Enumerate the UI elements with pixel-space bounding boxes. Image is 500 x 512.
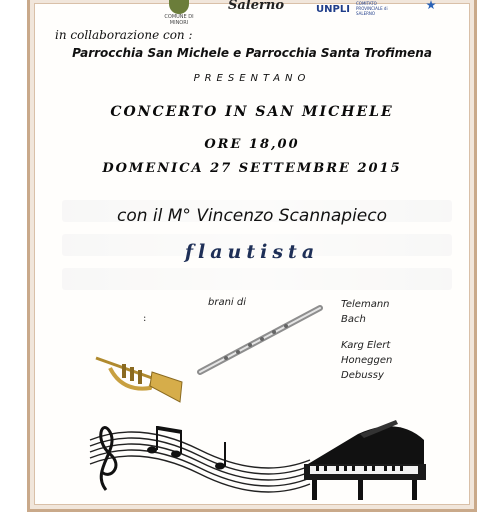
star-logo: [408, 0, 454, 18]
salerno-logo: Salerno: [228, 0, 284, 13]
composer-item: Telemann: [341, 299, 390, 310]
minori-logo-text: COMUNE DI MINORI: [164, 14, 194, 26]
composers-list: [341, 297, 392, 383]
performer-text: con il M° Vincenzo Scannapieco: [116, 206, 388, 226]
composer-item: Karg Elert: [341, 340, 391, 351]
piano-icon: [298, 416, 432, 500]
collaboration-label: in collaborazione con :: [55, 28, 193, 42]
event-time: ORE 18,00: [204, 137, 300, 152]
unpli-logo: [316, 0, 416, 20]
unpli-logo-text: UNPLI: [316, 4, 350, 15]
music-staff-icon: [80, 410, 312, 500]
unpli-logo-subtext: COMITATO PROVINCIALE di SALERNO: [356, 1, 388, 16]
parishes-text: Parrocchia San Michele e Parrocchia Santa Trofimena: [72, 46, 432, 60]
minori-logo: [162, 0, 196, 24]
program-colon: :: [143, 313, 147, 324]
crest-icon: [169, 0, 189, 14]
composer-item: Honeggen: [341, 355, 393, 366]
flute-icon: [196, 302, 324, 376]
presents-text: PRESENTANO: [193, 73, 311, 84]
trumpet-icon: [92, 352, 186, 404]
performer-role: flautista: [184, 241, 320, 263]
event-date: DOMENICA 27 SETTEMBRE 2015: [102, 161, 402, 176]
star-icon: [426, 0, 436, 10]
composer-item: Bach: [341, 314, 366, 325]
event-title: CONCERTO IN SAN MICHELE: [110, 104, 394, 120]
program-label: brani di: [208, 297, 247, 308]
composer-item: Debussy: [341, 370, 384, 381]
